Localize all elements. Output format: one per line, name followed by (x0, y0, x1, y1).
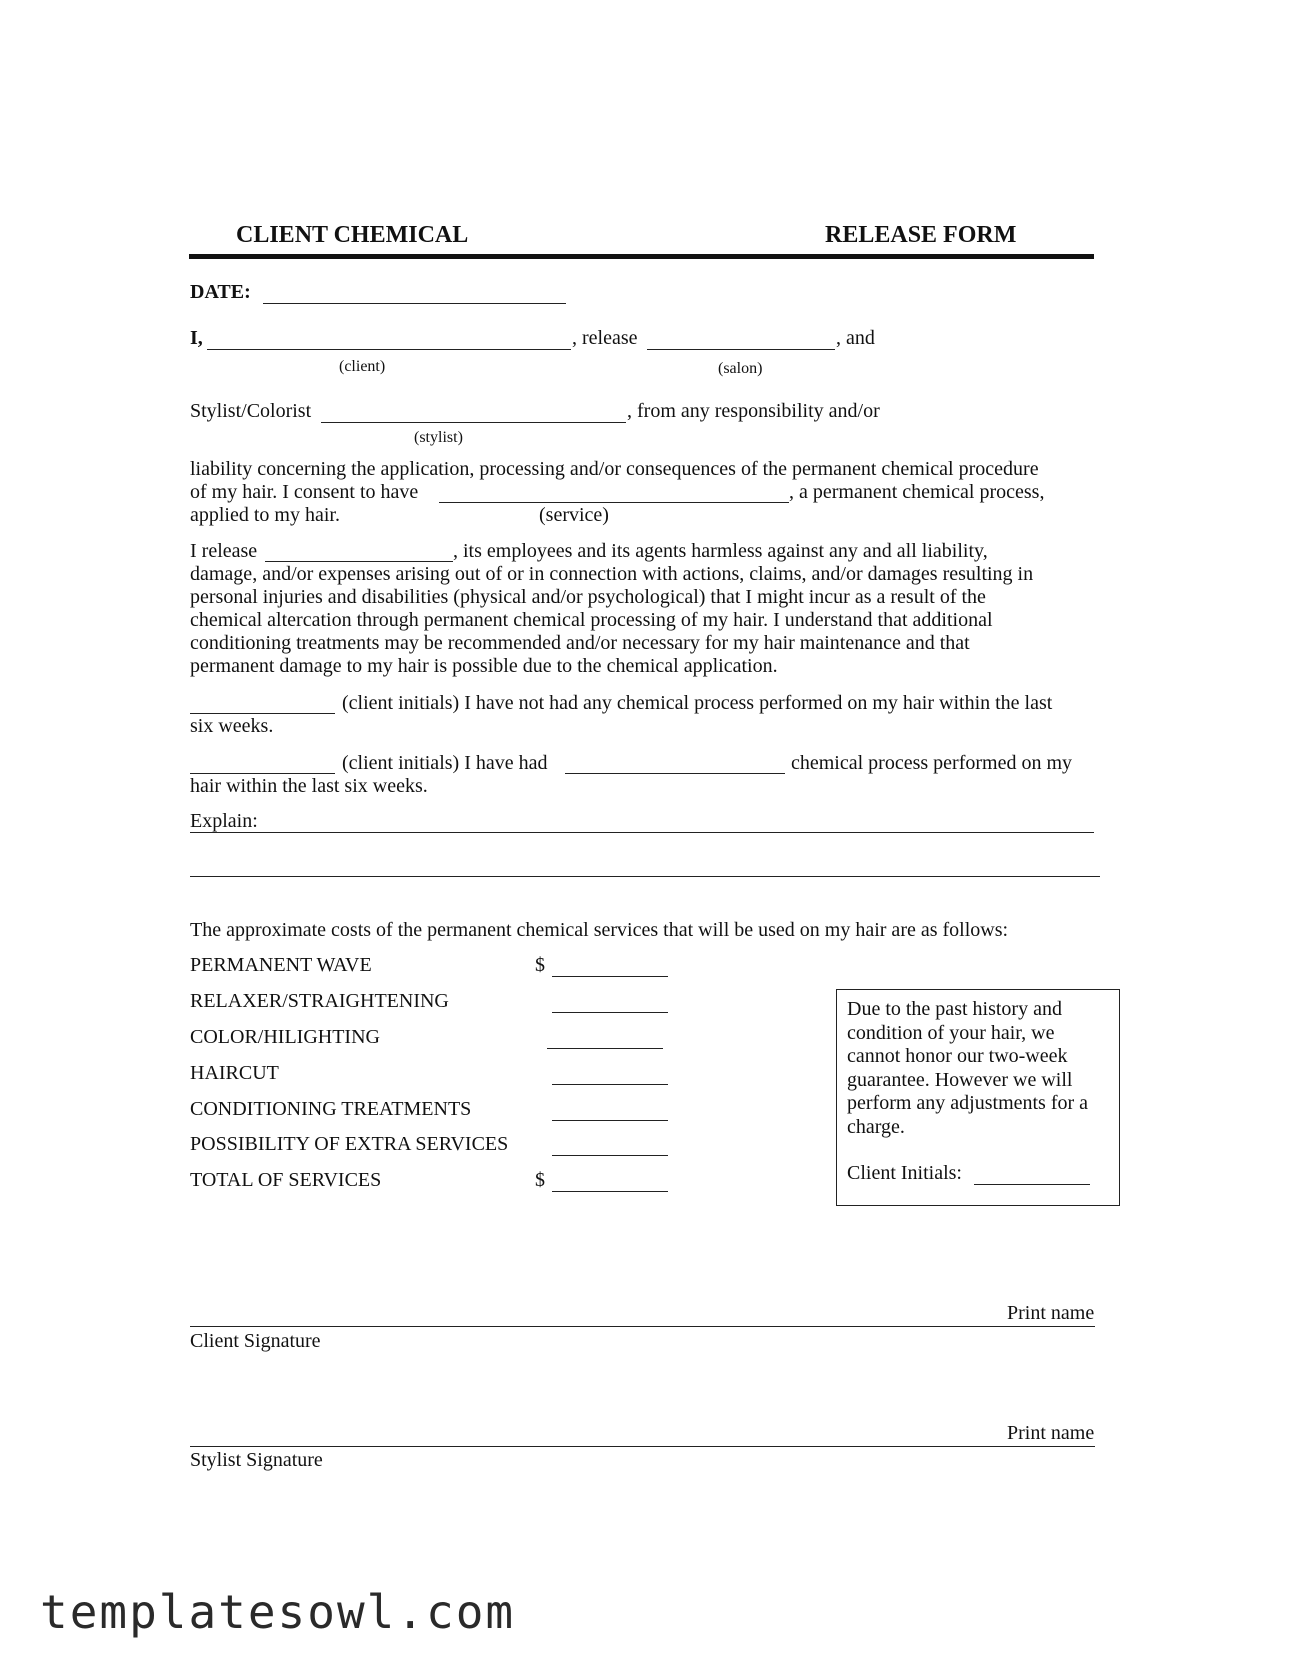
cost-field-color[interactable] (547, 1048, 663, 1049)
box-initials-label: Client Initials: (847, 1162, 962, 1184)
cost-currency-permanent-wave: $ (535, 954, 545, 976)
release-prefix: I, (190, 327, 203, 349)
harmless-line-2: damage, and/or expenses arising out of or in connection with actions, claims, and/or damages resulting in (190, 563, 1034, 585)
liability-line-3: applied to my hair. (190, 504, 340, 526)
cost-label-extra-services: POSSIBILITY OF EXTRA SERVICES (190, 1133, 509, 1155)
client-signature-label: Client Signature (190, 1330, 321, 1352)
stylist-suffix: , from any responsibility and/or (627, 400, 880, 422)
stylist-caption: (stylist) (414, 429, 463, 446)
cost-field-relaxer[interactable] (552, 1012, 668, 1013)
harmless-line-5: conditioning treatments may be recommended and/or necessary for my hair maintenance and that (190, 632, 970, 654)
cost-field-total[interactable] (552, 1191, 668, 1192)
initials-had-field[interactable] (190, 773, 335, 774)
service-field[interactable] (439, 502, 789, 503)
stylist-name-field[interactable] (321, 422, 626, 423)
costs-intro: The approximate costs of the permanent chemical services that will be used on my hair are as follows: (190, 919, 1009, 941)
and-text: , and (836, 327, 875, 349)
explain-field-line-2[interactable] (190, 876, 1100, 877)
cost-label-haircut: HAIRCUT (190, 1062, 279, 1084)
client-caption: (client) (339, 358, 386, 375)
date-label: DATE: (190, 281, 251, 303)
salon-caption: (salon) (718, 360, 763, 377)
client-print-name-label: Print name (1007, 1302, 1095, 1324)
cost-field-conditioning[interactable] (552, 1120, 668, 1121)
guarantee-notice-text (847, 998, 1115, 1139)
liability-line-1: liability concerning the application, processing and/or consequences of the permanent chemical procedure (190, 458, 1039, 480)
cost-currency-total: $ (535, 1169, 545, 1191)
cost-label-permanent-wave: PERMANENT WAVE (190, 954, 372, 976)
harmless-salon-field[interactable] (265, 561, 453, 562)
guarantee-notice-box (836, 989, 1120, 1206)
stylist-prefix: Stylist/Colorist (190, 400, 312, 422)
stylist-signature-field[interactable] (190, 1446, 1095, 1447)
initials-had-line-1-prefix: (client initials) I have had (342, 752, 548, 774)
cost-field-extra-services[interactable] (552, 1155, 668, 1156)
guarantee-line-5: perform any adjustments for a (847, 1092, 1089, 1114)
title-right: RELEASE FORM (825, 222, 1017, 248)
cost-field-haircut[interactable] (552, 1084, 668, 1085)
initials-had-line-2: hair within the last six weeks. (190, 775, 428, 797)
explain-field-line-1[interactable] (190, 832, 1094, 833)
guarantee-line-4: guarantee. However we will (847, 1068, 1073, 1091)
liability-line-2-prefix: of my hair. I consent to have (190, 481, 419, 503)
release-text: , release (572, 327, 638, 349)
stylist-print-name-label: Print name (1007, 1422, 1095, 1444)
stylist-signature-label: Stylist Signature (190, 1449, 323, 1471)
liability-line-2-suffix: , a permanent chemical process, (789, 481, 1045, 503)
cost-label-relaxer: RELAXER/STRAIGHTENING (190, 990, 449, 1012)
client-name-field[interactable] (207, 349, 571, 350)
harmless-line-6: permanent damage to my hair is possible due to the chemical application. (190, 655, 778, 677)
date-field[interactable] (263, 303, 566, 304)
title-left: CLIENT CHEMICAL (236, 222, 469, 248)
cost-field-permanent-wave[interactable] (552, 976, 668, 977)
initials-not-had-line-1: (client initials) I have not had any chemical process performed on my hair within the last (342, 692, 1053, 714)
explain-label: Explain: (190, 810, 258, 832)
harmless-line-3: personal injuries and disabilities (physical and/or psychological) that I might incur as a result of the (190, 586, 986, 608)
initials-not-had-line-2: six weeks. (190, 715, 274, 737)
harmless-line-4: chemical altercation through permanent chemical processing of my hair. I understand that additional (190, 609, 993, 631)
header-rule (189, 254, 1094, 259)
initials-not-had-field[interactable] (190, 713, 335, 714)
guarantee-line-3: cannot honor our two-week (847, 1045, 1068, 1067)
harmless-line-1-prefix: I release (190, 540, 258, 562)
watermark-text: templatesowl.com (40, 1585, 516, 1639)
service-caption: (service) (539, 504, 609, 526)
cost-label-conditioning: CONDITIONING TREATMENTS (190, 1098, 472, 1120)
guarantee-line-2: condition of your hair, we (847, 1021, 1055, 1044)
client-signature-field[interactable] (190, 1326, 1095, 1327)
harmless-line-1-suffix: , its employees and its agents harmless against any and all liability, (453, 540, 988, 562)
cost-label-total: TOTAL OF SERVICES (190, 1169, 382, 1191)
initials-had-line-1-suffix: chemical process performed on my (791, 752, 1073, 774)
box-initials-field[interactable] (974, 1184, 1090, 1185)
guarantee-line-1: Due to the past history and (847, 998, 1062, 1020)
cost-label-color: COLOR/HILIGHTING (190, 1026, 380, 1048)
salon-name-field[interactable] (647, 349, 835, 350)
guarantee-line-6: charge. (847, 1115, 905, 1138)
chemical-process-field[interactable] (565, 773, 785, 774)
